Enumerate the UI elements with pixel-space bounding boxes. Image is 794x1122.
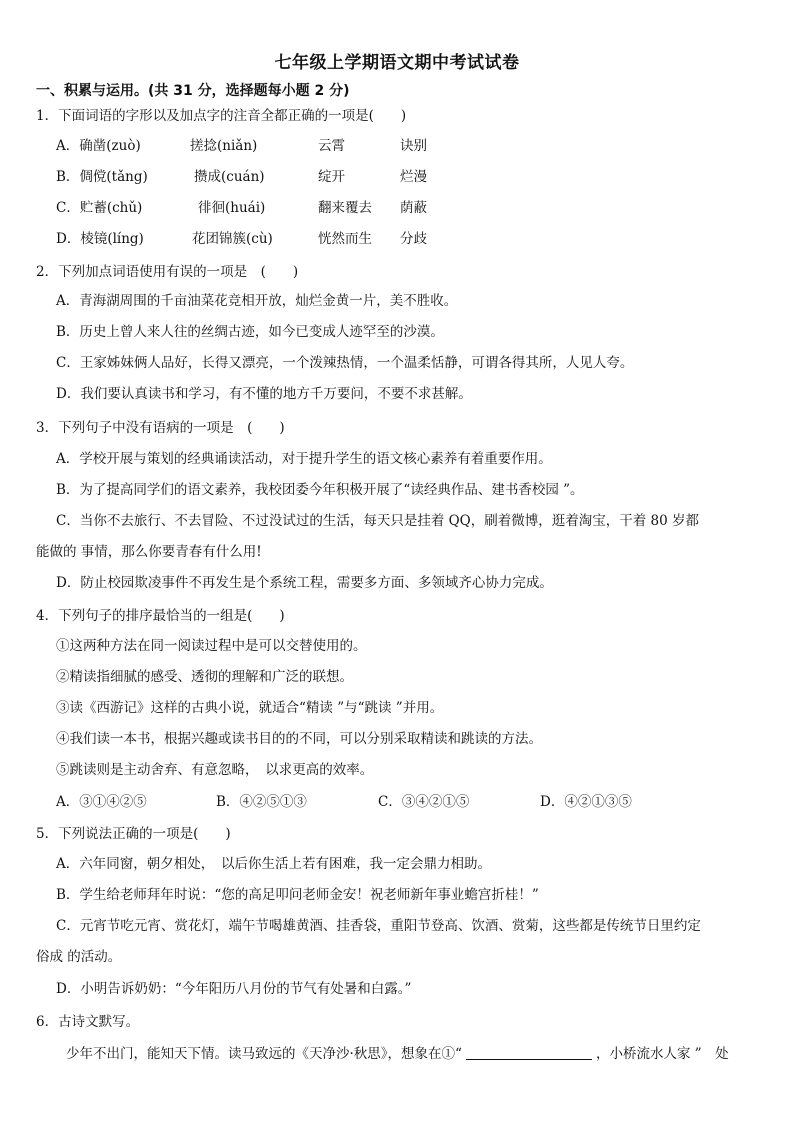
q5-option-d: D．小明告诉奶奶：“今年阳历八月份的节气有处暑和白露。” <box>56 981 412 997</box>
q1-d-word3: 恍然而生 <box>318 231 372 247</box>
q3-option-d: D．防止校园欺凌事件不再发生是个系统工程，需要多方面、多领域齐心协力完成。 <box>56 575 553 591</box>
question-6-stem: 6．古诗文默写。 <box>36 1014 140 1030</box>
q4-sentence-4: ④我们读一本书，根据兴趣或读书目的的不同，可以分别采取精读和跳读的方法。 <box>56 731 542 747</box>
q4-sentence-5: ⑤跳读则是主动舍弃、有意忽略， 以求更高的效率。 <box>56 762 374 778</box>
question-3-stem: 3．下列句子中没有语病的一项是 ( ) <box>36 420 285 436</box>
q5-option-a: A．六年同窗，朝夕相处， 以后你生活上若有困难，我一定会鼎力相助。 <box>56 856 491 872</box>
q2-option-b: B．历史上曾人来人往的丝绸古迹，如今已变成人迹罕至的沙漠。 <box>56 324 444 340</box>
question-2-stem: 2．下列加点词语使用有误的一项是 ( ) <box>36 264 299 280</box>
q1-a-word1: A．确凿(zuò) <box>56 138 141 154</box>
section-heading: 一、积累与运用。(共 31 分，选择题每小题 2 分) <box>36 83 350 99</box>
q1-a-word2: 搓捻(niǎn) <box>190 138 258 154</box>
q3-option-b: B．为了提高同学们的语文素养，我校团委今年积极开展了“读经典作品、建书香校园 ”。 <box>56 482 584 498</box>
q4-sentence-2: ②精读指细腻的感受、透彻的理解和广泛的联想。 <box>56 669 353 685</box>
q2-option-c: C．王家姊妹俩人品好，长得又漂亮，一个泼辣热情，一个温柔恬静，可谓各得其所，人见人夸。 <box>56 355 634 371</box>
answer-blank[interactable] <box>466 1043 592 1060</box>
q4-sentence-3: ③读《西游记》这样的古典小说，就适合“精读 ”与“跳读 ”并用。 <box>56 700 444 716</box>
q4-option-b: B．④②⑤①③ <box>216 794 307 810</box>
q4-option-d: D．④②①③⑤ <box>540 794 632 810</box>
q4-option-c: C．③④②①⑤ <box>378 794 470 810</box>
q3-option-c-line2: 能做的 事情，那么你要青春有什么用! <box>36 544 262 560</box>
question-4-stem: 4．下列句子的排序最恰当的一组是( ) <box>36 608 285 624</box>
q5-option-b: B．学生给老师拜年时说：“您的高足叩问老师金安！祝老师新年事业蟾宫折桂！” <box>56 887 539 903</box>
q1-c-word1: C．贮蓄(chǔ) <box>56 200 143 216</box>
q1-b-word4: 烂漫 <box>400 169 427 185</box>
q1-d-word4: 分歧 <box>400 231 427 247</box>
q3-option-a: A．学校开展与策划的经典诵读活动，对于提升学生的语文核心素养有着重要作用。 <box>56 451 552 467</box>
q4-sentence-1: ①这两种方法在同一阅读过程中是可以交替使用的。 <box>56 638 367 654</box>
q1-c-word2: 徘徊(huái) <box>198 200 266 216</box>
q4-option-a: A．③①④②⑤ <box>56 794 147 810</box>
q1-a-word4: 诀别 <box>400 138 427 154</box>
q2-option-a: A．青海湖周围的千亩油菜花竞相开放，灿烂金黄一片，美不胜收。 <box>56 293 458 309</box>
question-1-stem: 1．下面词语的字形以及加点字的注音全都正确的一项是( ) <box>36 108 407 124</box>
q1-a-word3: 云霄 <box>318 138 345 154</box>
question-5-stem: 5．下列说法正确的一项是( ) <box>36 826 231 842</box>
q6-fill-in-line <box>66 1043 729 1064</box>
page-title: 七年级上学期语文期中考试试卷 <box>274 53 520 73</box>
q1-c-word3: 翻来覆去 <box>318 200 372 216</box>
q6-text-before-blank: 少年不出门，能知天下情。读马致远的《天净沙·秋思》，想象在①“ <box>66 1046 462 1062</box>
q1-b-word1: B．倜傥(tǎng) <box>56 169 148 185</box>
q5-option-c-line2: 俗成 的活动。 <box>36 949 122 965</box>
q1-b-word2: 攒成(cuán) <box>194 169 265 185</box>
q1-d-word2: 花团锦簇(cù) <box>192 231 273 247</box>
q2-option-d: D．我们要认真读书和学习，有不懂的地方千万要问，不要不求甚解。 <box>56 386 472 402</box>
q1-d-word1: D．棱镜(líng) <box>56 231 144 247</box>
q1-b-word3: 绽开 <box>318 169 345 185</box>
q6-text-after-blank: ，小桥流水人家 ” 处 <box>595 1046 729 1062</box>
q1-c-word4: 荫蔽 <box>400 200 427 216</box>
q3-option-c-line1: C．当你不去旅行、不去冒险、不过没试过的生活，每天只是挂着 QQ，刷着微博，逛着淘宝，干着 80 岁都 <box>56 513 700 529</box>
q5-option-c-line1: C．元宵节吃元宵、赏花灯，端午节喝雄黄酒、挂香袋，重阳节登高、饮酒、赏菊，这些都是传统节日里约定 <box>56 918 701 934</box>
